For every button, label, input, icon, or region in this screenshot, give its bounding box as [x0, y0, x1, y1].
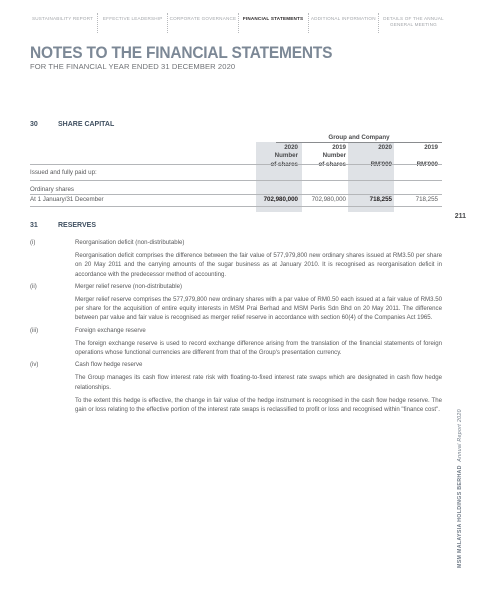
reserve-item [30, 282, 442, 323]
column-year: 2019 [424, 144, 438, 151]
reserve-item-number: (iii) [30, 326, 39, 334]
section-title: SHARE CAPITAL [58, 121, 115, 128]
page-title: NOTES TO THE FINANCIAL STATEMENTS [30, 44, 333, 63]
nav-agm-details[interactable]: DETAILS OF THE ANNUAL GENERAL MEETING [383, 16, 444, 27]
nav-corporate-governance[interactable]: CORPORATE GOVERNANCE [168, 13, 238, 33]
column-unit: of shares [318, 160, 346, 168]
reserve-item-paragraph: The Group manages its cash flow interest rate risk with floating-to-fixed interest rate swaps which are designated in cash flow hedge relationships. [75, 374, 442, 391]
column-header [306, 144, 346, 169]
nav-sustainability-report[interactable]: SUSTAINABILITY REPORT [28, 13, 98, 33]
page-number: 211 [454, 213, 466, 220]
column-year: 2019 [332, 144, 346, 151]
section-nav [28, 13, 448, 35]
column-header [258, 144, 298, 169]
reserve-item-paragraph: The foreign exchange reserve is used to record exchange difference arising from the translation of the financial statements of foreign operations whose functional currencies are different from that of the Group's presentation currency. [75, 339, 442, 357]
column-year: 2020 [284, 144, 298, 151]
reserve-item-paragraph: Merger relief reserve comprises the 577,979,800 new ordinary shares with a par value of RM0.50 each issued at a fair value of RM3.50 per share for the acquisition of entire equity interests in MSM Prai Berhad and MSM Perlis Sdn Bhd on 20 May 2011. The difference between par value and fair value is recognised as merger relief reserve in accordance with section 60(4) of the Companies Act 1965. [75, 296, 442, 322]
column-year: 2020 [378, 144, 392, 151]
section-number: 30 [30, 121, 38, 128]
share-capital-heading [30, 121, 114, 128]
nav-additional-information[interactable]: ADDITIONAL INFORMATION [309, 13, 379, 33]
reserves-list [30, 238, 442, 417]
page-subtitle: FOR THE FINANCIAL YEAR ENDED 31 DECEMBER 2020 [30, 62, 236, 71]
reserve-item-title: Cash flow hedge reserve [75, 361, 143, 369]
reserve-item-paragraph: Reorganisation deficit comprises the difference between the fair value of 577,979,800 new ordinary shares issued at RM3.50 per share on 20 May 2011 and the carrying amounts of the sugar business as at January 2010. It is recognised as reorganisation deficit in accordance with the predecessor method of accounting. [75, 252, 442, 278]
reserve-item-title: Reorganisation deficit (non-distributable) [75, 239, 185, 246]
section-number: 31 [30, 222, 38, 229]
column-unit: RM'000 [416, 160, 438, 168]
column-unit: of shares [270, 160, 298, 168]
table-rule [30, 164, 442, 165]
value-rm-2019: 718,255 [415, 196, 438, 203]
side-label-text [457, 409, 463, 568]
reserve-item-number: (i) [30, 239, 36, 246]
reserve-item-number: (iv) [30, 361, 39, 369]
column-header [352, 144, 392, 169]
company-name: MSM MALAYSIA HOLDINGS BERHAD [457, 465, 463, 568]
section-title: RESERVES [58, 222, 96, 229]
reserve-item-paragraph: To the extent this hedge is effective, the change in fair value of the hedge instrument is recognised in the cash flow hedge reserve. The gain or loss relating to the effective portion of the interest rate swaps is reclassified to profit or loss and recognised within "finance cost". [75, 396, 442, 414]
column-unit: RM'000 [370, 160, 392, 168]
column-subtitle [352, 152, 392, 160]
row-label-at-1-january: At 1 January/31 December [30, 196, 104, 203]
table-rule [30, 180, 442, 181]
group-and-company-header: Group and Company [276, 134, 442, 143]
column-subtitle: Number [322, 152, 346, 160]
reserve-item [30, 326, 442, 358]
value-shares-2020: 702,980,000 [263, 196, 298, 203]
ordinary-shares-label: Ordinary shares [30, 186, 75, 193]
reserves-heading [30, 222, 96, 229]
nav-financial-statements[interactable]: FINANCIAL STATEMENTS [239, 13, 309, 33]
reserve-item [30, 238, 442, 279]
column-header [398, 144, 438, 169]
reserve-item [30, 360, 442, 414]
report-name: Annual Report 2020 [457, 409, 463, 462]
value-shares-2019: 702,980,000 [311, 196, 346, 203]
issued-label: Issued and fully paid up: [30, 169, 97, 176]
reserve-item-title: Foreign exchange reserve [75, 326, 146, 334]
reserve-item-title: Merger relief reserve (non-distributable) [75, 282, 183, 290]
value-rm-2020: 718,255 [369, 196, 392, 203]
table-rule [30, 194, 442, 195]
side-label [456, 208, 464, 574]
nav-effective-leadership[interactable]: EFFECTIVE LEADERSHIP [98, 13, 168, 33]
column-subtitle: Number [274, 152, 298, 160]
table-rule [30, 206, 442, 207]
reserve-item-number: (ii) [30, 282, 37, 290]
column-subtitle [398, 152, 438, 160]
